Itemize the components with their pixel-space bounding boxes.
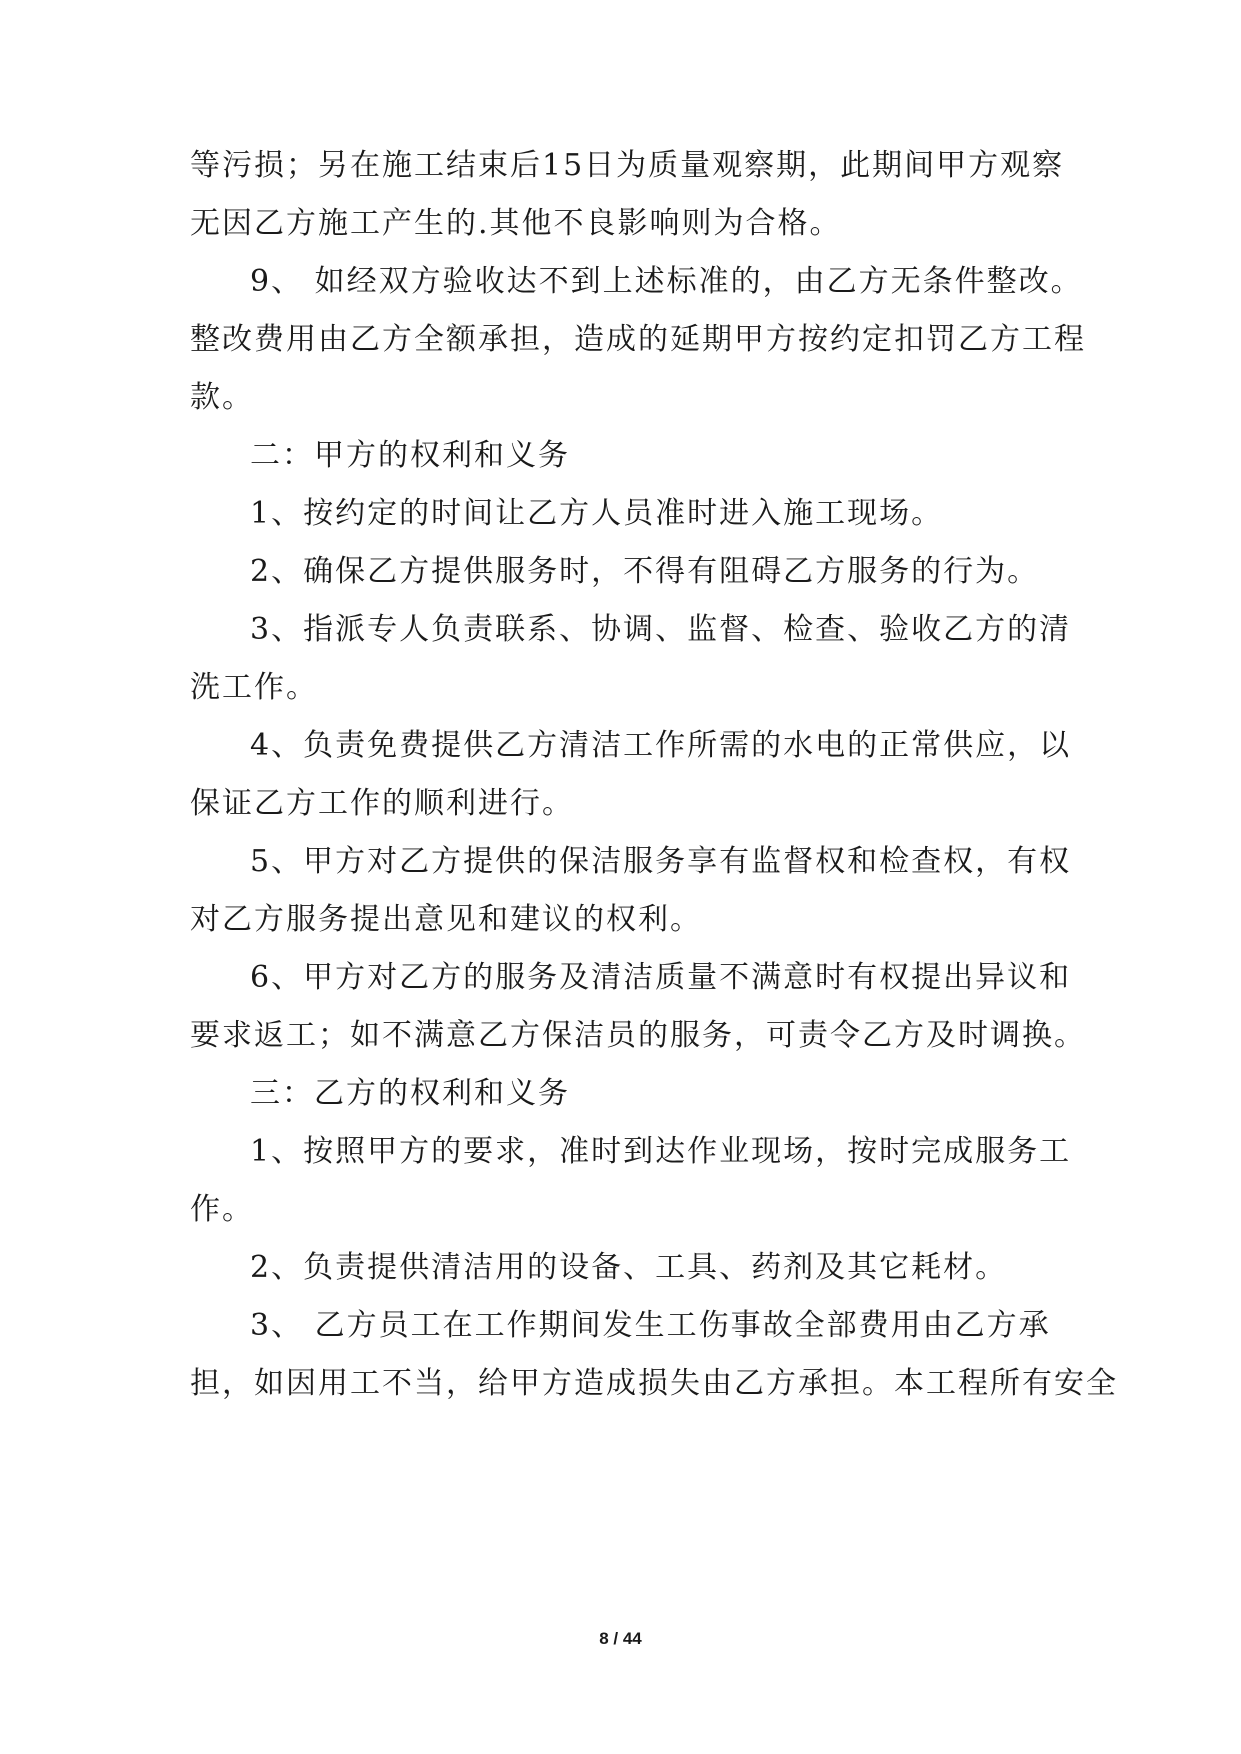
text-line: 整改费用由乙方全额承担，造成的延期甲方按约定扣罚乙方工程 <box>190 322 1086 357</box>
text-line: 1、按约定的时间让乙方人员准时进入施工现场。 <box>250 496 944 531</box>
text-line: 6、甲方对乙方的服务及清洁质量不满意时有权提出异议和 <box>250 960 1072 995</box>
text-line: 洗工作。 <box>190 670 318 705</box>
text-line: 2、确保乙方提供服务时，不得有阻碍乙方服务的行为。 <box>250 554 1040 589</box>
text-line: 5、甲方对乙方提供的保洁服务享有监督权和检查权，有权 <box>250 844 1072 879</box>
text-line: 等污损；另在施工结束后15日为质量观察期，此期间甲方观察 <box>190 148 1065 183</box>
text-line: 对乙方服务提出意见和建议的权利。 <box>190 902 702 937</box>
text-line: 1、按照甲方的要求，准时到达作业现场，按时完成服务工 <box>250 1134 1072 1169</box>
section-heading: 二：甲方的权利和义务 <box>250 438 570 473</box>
text-line: 要求返工；如不满意乙方保洁员的服务，可责令乙方及时调换。 <box>190 1018 1086 1053</box>
text-line: 担，如因用工不当，给甲方造成损失由乙方承担。本工程所有安全 <box>190 1366 1118 1401</box>
text-line: 款。 <box>190 380 254 415</box>
text-line: 4、负责免费提供乙方清洁工作所需的水电的正常供应，以 <box>250 728 1072 763</box>
text-line: 2、负责提供清洁用的设备、工具、药剂及其它耗材。 <box>250 1250 1008 1285</box>
text-line: 作。 <box>190 1192 254 1227</box>
text-line: 3、 乙方员工在工作期间发生工伤事故全部费用由乙方承 <box>250 1308 1051 1343</box>
page-number: 8 / 44 <box>599 1629 642 1648</box>
text-line: 3、指派专人负责联系、协调、监督、检查、验收乙方的清 <box>250 612 1072 647</box>
text-line: 9、 如经双方验收达不到上述标准的，由乙方无条件整改。 <box>250 264 1083 299</box>
section-heading: 三：乙方的权利和义务 <box>250 1076 570 1111</box>
text-line: 无因乙方施工产生的.其他不良影响则为合格。 <box>190 206 842 241</box>
text-line: 保证乙方工作的顺利进行。 <box>190 786 574 821</box>
